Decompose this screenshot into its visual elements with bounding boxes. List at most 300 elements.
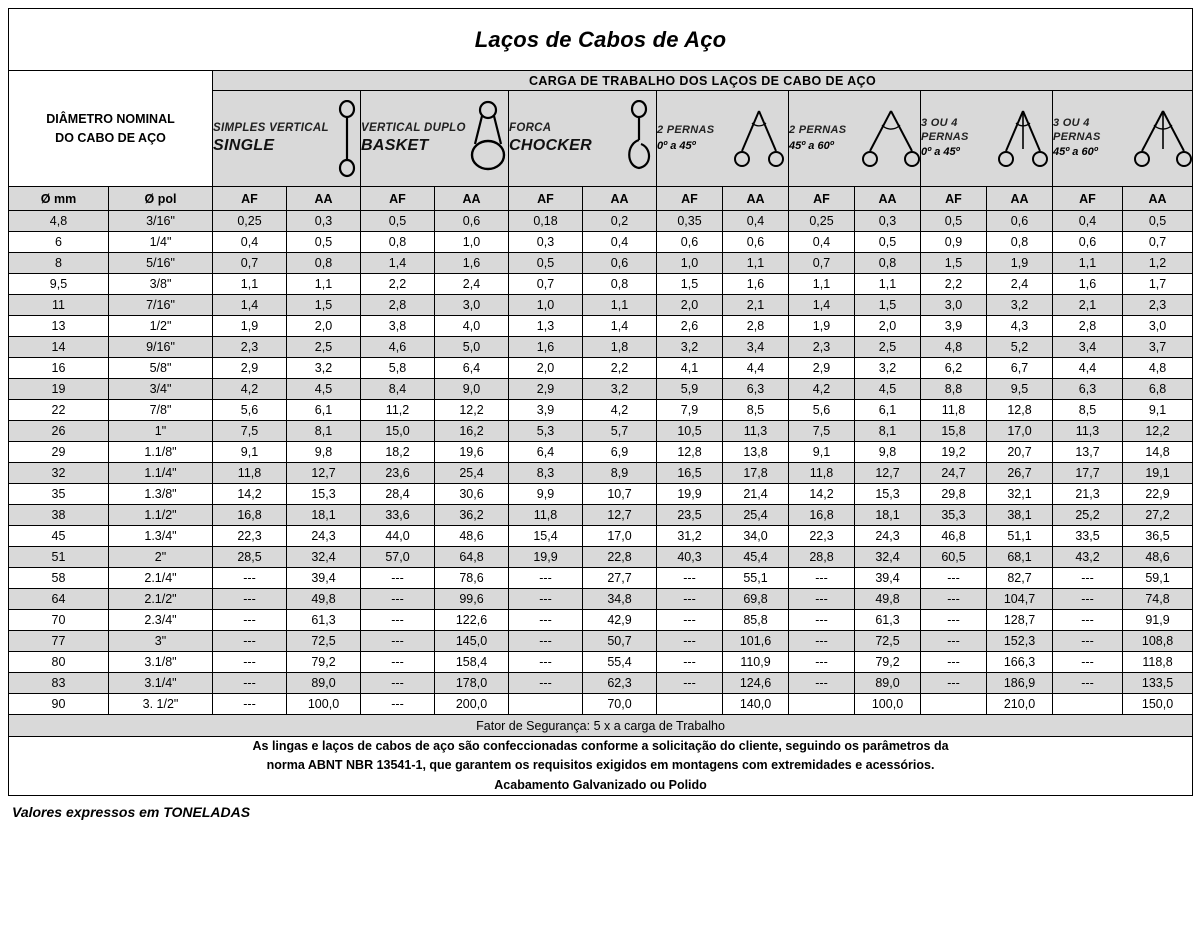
config-1-line2: BASKET — [361, 136, 429, 154]
af-header-3: AF — [657, 187, 723, 211]
cell-load-af: 9,1 — [789, 442, 855, 463]
cell-load-af: 6,3 — [1053, 379, 1123, 400]
cell-diameter-mm: 64 — [9, 589, 109, 610]
cell-load-af: 0,5 — [921, 211, 987, 232]
cell-load-aa: 4,0 — [435, 316, 509, 337]
cell-load-af: --- — [213, 610, 287, 631]
cell-load-af: --- — [921, 568, 987, 589]
table-row — [9, 652, 1193, 673]
cell-load-aa: 22,8 — [583, 547, 657, 568]
cell-load-af: --- — [657, 631, 723, 652]
cell-load-aa: 85,8 — [723, 610, 789, 631]
cell-load-aa: 45,4 — [723, 547, 789, 568]
cell-diameter-mm: 45 — [9, 526, 109, 547]
cell-load-af: --- — [657, 589, 723, 610]
cell-diameter-mm: 26 — [9, 421, 109, 442]
cell-load-af: 14,2 — [213, 484, 287, 505]
cell-load-af: 17,7 — [1053, 463, 1123, 484]
cell-load-aa: 0,7 — [1123, 232, 1193, 253]
table-row — [9, 694, 1193, 715]
cell-load-af: --- — [657, 610, 723, 631]
cell-load-af: --- — [657, 568, 723, 589]
cell-load-aa: 59,1 — [1123, 568, 1193, 589]
cell-load-af: --- — [361, 694, 435, 715]
cell-load-af: --- — [213, 568, 287, 589]
cell-load-aa: 2,5 — [855, 337, 921, 358]
cell-load-af — [921, 694, 987, 715]
af-header-4: AF — [789, 187, 855, 211]
table-row — [9, 610, 1193, 631]
cell-load-aa: 108,8 — [1123, 631, 1193, 652]
cell-load-aa: 74,8 — [1123, 589, 1193, 610]
cell-load-aa: 39,4 — [855, 568, 921, 589]
cell-load-af: 4,2 — [213, 379, 287, 400]
config-2-line1: FORCA — [509, 122, 552, 135]
cell-load-af: 7,5 — [789, 421, 855, 442]
cell-load-af: 19,2 — [921, 442, 987, 463]
cell-load-aa: 0,8 — [583, 274, 657, 295]
cell-load-aa: 9,0 — [435, 379, 509, 400]
cell-load-aa: 0,8 — [287, 253, 361, 274]
cell-load-aa: 124,6 — [723, 673, 789, 694]
cell-load-aa: 2,8 — [723, 316, 789, 337]
cell-load-aa: 158,4 — [435, 652, 509, 673]
cell-load-aa: 89,0 — [855, 673, 921, 694]
cell-load-aa: 36,2 — [435, 505, 509, 526]
cell-load-aa: 8,5 — [723, 400, 789, 421]
cell-load-aa: 5,0 — [435, 337, 509, 358]
cell-load-aa: 3,4 — [723, 337, 789, 358]
cell-load-aa: 6,1 — [855, 400, 921, 421]
cell-load-aa: 34,0 — [723, 526, 789, 547]
cell-load-af: 0,7 — [213, 253, 287, 274]
cell-diameter-mm: 22 — [9, 400, 109, 421]
cell-load-aa: 48,6 — [435, 526, 509, 547]
table-row — [9, 463, 1193, 484]
config-6-line2: PERNAS — [1053, 130, 1101, 143]
four-leg-60-icon — [1134, 103, 1192, 175]
cell-diameter-pol: 1.1/8" — [109, 442, 213, 463]
cell-load-af: 1,0 — [657, 253, 723, 274]
cell-load-aa: 78,6 — [435, 568, 509, 589]
cell-load-aa: 17,0 — [583, 526, 657, 547]
cell-load-aa: 24,3 — [287, 526, 361, 547]
cell-load-aa: 0,3 — [287, 211, 361, 232]
cell-diameter-pol: 1.1/4" — [109, 463, 213, 484]
cell-load-af: 13,7 — [1053, 442, 1123, 463]
cell-load-aa: 6,9 — [583, 442, 657, 463]
cell-load-af: 9,1 — [213, 442, 287, 463]
cell-load-aa: 42,9 — [583, 610, 657, 631]
cell-diameter-pol: 3.1/4" — [109, 673, 213, 694]
cell-load-aa: 3,2 — [287, 358, 361, 379]
two-leg-60-icon — [862, 103, 920, 175]
cell-load-af: 0,5 — [361, 211, 435, 232]
cell-load-af: 0,5 — [509, 253, 583, 274]
cell-diameter-pol: 7/8" — [109, 400, 213, 421]
cell-load-af: 8,4 — [361, 379, 435, 400]
cell-load-af: 23,6 — [361, 463, 435, 484]
cell-load-aa: 16,2 — [435, 421, 509, 442]
cell-load-af: 2,9 — [509, 379, 583, 400]
cell-load-af: --- — [921, 673, 987, 694]
cell-load-aa: 150,0 — [1123, 694, 1193, 715]
cell-load-af: 3,9 — [921, 316, 987, 337]
table-body — [9, 211, 1193, 715]
cell-load-af: --- — [1053, 589, 1123, 610]
cell-load-aa: 210,0 — [987, 694, 1053, 715]
cell-load-af: --- — [789, 610, 855, 631]
cell-load-aa: 18,1 — [287, 505, 361, 526]
cell-diameter-pol: 3.1/8" — [109, 652, 213, 673]
cell-load-aa: 128,7 — [987, 610, 1053, 631]
cell-load-af: 5,6 — [213, 400, 287, 421]
cell-load-af: --- — [789, 673, 855, 694]
cell-load-af: 28,4 — [361, 484, 435, 505]
cell-load-aa: 12,8 — [987, 400, 1053, 421]
cell-load-af: 35,3 — [921, 505, 987, 526]
cell-load-af: --- — [213, 631, 287, 652]
cell-load-af: 2,6 — [657, 316, 723, 337]
cell-load-aa: 5,2 — [987, 337, 1053, 358]
cell-diameter-mm: 29 — [9, 442, 109, 463]
aa-header-3: AA — [723, 187, 789, 211]
cell-diameter-pol: 1.3/8" — [109, 484, 213, 505]
cell-load-af: --- — [213, 652, 287, 673]
cell-load-aa: 178,0 — [435, 673, 509, 694]
config-5-angle: 0º a 45º — [921, 146, 960, 159]
cell-load-af: 11,3 — [1053, 421, 1123, 442]
cell-diameter-mm: 9,5 — [9, 274, 109, 295]
cell-load-af: --- — [213, 589, 287, 610]
standards-note-line1: As lingas e laços de cabos de aço são confeccionadas conforme a solicitação do cliente, seguindo os parâmetros da — [252, 739, 949, 753]
cell-load-aa: 70,0 — [583, 694, 657, 715]
cell-diameter-mm: 32 — [9, 463, 109, 484]
cell-load-af: 3,4 — [1053, 337, 1123, 358]
table-row — [9, 484, 1193, 505]
cell-load-aa: 50,7 — [583, 631, 657, 652]
cell-load-aa: 72,5 — [287, 631, 361, 652]
cell-load-aa: 0,5 — [855, 232, 921, 253]
config-5-line2: PERNAS — [921, 130, 969, 143]
cell-diameter-mm: 80 — [9, 652, 109, 673]
cell-load-aa: 0,4 — [723, 211, 789, 232]
cell-load-aa: 12,7 — [855, 463, 921, 484]
cell-load-af: 28,5 — [213, 547, 287, 568]
cell-load-aa: 6,3 — [723, 379, 789, 400]
table-row — [9, 232, 1193, 253]
cell-load-aa: 0,8 — [987, 232, 1053, 253]
cell-load-af: 31,2 — [657, 526, 723, 547]
page-title — [9, 9, 1193, 71]
cell-load-af: 11,8 — [921, 400, 987, 421]
cell-load-aa: 1,2 — [1123, 253, 1193, 274]
cell-load-af: 25,2 — [1053, 505, 1123, 526]
config-single-vertical — [213, 91, 361, 187]
cell-load-af — [657, 694, 723, 715]
cell-load-aa: 14,8 — [1123, 442, 1193, 463]
unit-pol-header: Ø pol — [109, 187, 213, 211]
cell-load-aa: 2,0 — [855, 316, 921, 337]
cell-load-af: 2,1 — [1053, 295, 1123, 316]
cell-load-aa: 4,4 — [723, 358, 789, 379]
cell-load-af: 2,8 — [1053, 316, 1123, 337]
cell-load-aa: 49,8 — [287, 589, 361, 610]
cell-load-aa: 51,1 — [987, 526, 1053, 547]
cell-load-af: 6,2 — [921, 358, 987, 379]
cell-load-aa: 200,0 — [435, 694, 509, 715]
cell-load-af: 2,0 — [509, 358, 583, 379]
cell-load-aa: 19,1 — [1123, 463, 1193, 484]
cell-load-af: 1,9 — [213, 316, 287, 337]
cell-load-af: 2,8 — [361, 295, 435, 316]
cell-load-aa: 9,5 — [987, 379, 1053, 400]
table-row — [9, 400, 1193, 421]
cell-load-af: --- — [789, 652, 855, 673]
table-row — [9, 526, 1193, 547]
cell-load-aa: 10,7 — [583, 484, 657, 505]
cell-load-aa: 15,3 — [855, 484, 921, 505]
cell-load-af: 0,8 — [361, 232, 435, 253]
cell-load-aa: 82,7 — [987, 568, 1053, 589]
cell-load-af: 0,25 — [789, 211, 855, 232]
cell-load-af — [789, 694, 855, 715]
cell-load-aa: 2,2 — [583, 358, 657, 379]
cell-load-af: --- — [789, 631, 855, 652]
cell-load-af: --- — [1053, 631, 1123, 652]
cell-load-af: 2,2 — [921, 274, 987, 295]
cell-load-af: --- — [509, 589, 583, 610]
cell-load-af: 33,6 — [361, 505, 435, 526]
cell-load-af: 0,18 — [509, 211, 583, 232]
cell-load-af: 18,2 — [361, 442, 435, 463]
standards-note-standard: ABNT NBR 13541-1 — [307, 758, 423, 773]
cell-diameter-pol: 3/8" — [109, 274, 213, 295]
cell-load-aa: 0,6 — [583, 253, 657, 274]
cell-diameter-mm: 38 — [9, 505, 109, 526]
cell-load-aa: 1,5 — [855, 295, 921, 316]
cell-load-af: 57,0 — [361, 547, 435, 568]
cell-diameter-mm: 90 — [9, 694, 109, 715]
cell-load-af: 33,5 — [1053, 526, 1123, 547]
cell-load-af: 1,5 — [921, 253, 987, 274]
cell-diameter-pol: 7/16" — [109, 295, 213, 316]
cell-diameter-mm: 58 — [9, 568, 109, 589]
cell-diameter-pol: 1.1/2" — [109, 505, 213, 526]
cell-load-af: --- — [213, 673, 287, 694]
config-4-angle: 45º a 60º — [789, 139, 834, 152]
cell-load-aa: 4,5 — [855, 379, 921, 400]
af-header-2: AF — [509, 187, 583, 211]
cell-load-aa: 48,6 — [1123, 547, 1193, 568]
cell-load-aa: 133,5 — [1123, 673, 1193, 694]
cell-load-af: --- — [361, 589, 435, 610]
cell-load-af: 3,9 — [509, 400, 583, 421]
cell-load-af: --- — [657, 673, 723, 694]
cell-load-aa: 79,2 — [287, 652, 361, 673]
cell-load-af: 60,5 — [921, 547, 987, 568]
cell-load-aa: 8,9 — [583, 463, 657, 484]
cell-load-aa: 18,1 — [855, 505, 921, 526]
cell-load-aa: 69,8 — [723, 589, 789, 610]
cell-load-aa: 12,7 — [287, 463, 361, 484]
config-3-4-pernas-60 — [1053, 91, 1193, 187]
cell-load-af: 9,9 — [509, 484, 583, 505]
table-row — [9, 631, 1193, 652]
cell-diameter-pol: 2.1/2" — [109, 589, 213, 610]
cell-load-aa: 21,4 — [723, 484, 789, 505]
cell-load-af: 2,3 — [213, 337, 287, 358]
cell-load-aa: 9,8 — [287, 442, 361, 463]
cell-load-aa: 25,4 — [435, 463, 509, 484]
cell-load-aa: 0,6 — [987, 211, 1053, 232]
cell-load-af: 2,2 — [361, 274, 435, 295]
cell-load-aa: 34,8 — [583, 589, 657, 610]
cell-load-af: --- — [361, 631, 435, 652]
cell-load-af: 7,5 — [213, 421, 287, 442]
page-title-text: Laços de Cabos de Aço — [474, 26, 727, 52]
cell-load-aa: 1,4 — [583, 316, 657, 337]
diameter-header-line1: DIÂMETRO NOMINAL — [46, 111, 175, 126]
units-note: Valores expressos em TONELADAS — [12, 804, 251, 821]
cell-load-aa: 1,7 — [1123, 274, 1193, 295]
config-6-line1: 3 OU 4 — [1053, 116, 1090, 129]
cell-load-af: 8,8 — [921, 379, 987, 400]
config-0-line2: SINGLE — [213, 136, 275, 154]
cell-load-aa: 79,2 — [855, 652, 921, 673]
cell-diameter-mm: 16 — [9, 358, 109, 379]
cell-load-aa: 61,3 — [855, 610, 921, 631]
cell-load-af: 0,4 — [213, 232, 287, 253]
cell-load-af: 15,0 — [361, 421, 435, 442]
cell-load-af: --- — [361, 610, 435, 631]
cell-load-af: 8,5 — [1053, 400, 1123, 421]
table-row — [9, 295, 1193, 316]
cell-load-aa: 38,1 — [987, 505, 1053, 526]
cell-load-aa: 4,8 — [1123, 358, 1193, 379]
config-5-line1: 3 OU 4 — [921, 116, 958, 129]
cell-load-aa: 36,5 — [1123, 526, 1193, 547]
cell-load-af: 19,9 — [509, 547, 583, 568]
cell-load-af: --- — [509, 631, 583, 652]
cell-load-af: 4,8 — [921, 337, 987, 358]
table-row — [9, 589, 1193, 610]
af-header-0: AF — [213, 187, 287, 211]
aa-header-0: AA — [287, 187, 361, 211]
cell-load-af: 16,8 — [789, 505, 855, 526]
wire-rope-sling-table — [8, 8, 1193, 796]
cell-load-aa: 1,9 — [987, 253, 1053, 274]
config-3-angle: 0º a 45º — [657, 139, 696, 152]
cell-load-aa: 6,8 — [1123, 379, 1193, 400]
chocker-icon — [622, 100, 656, 178]
cell-load-af: 23,5 — [657, 505, 723, 526]
cell-load-aa: 8,1 — [855, 421, 921, 442]
standards-note-line3: Acabamento Galvanizado ou Polido — [494, 777, 707, 792]
config-4-line1: 2 PERNAS — [789, 123, 847, 136]
cell-load-aa: 3,2 — [583, 379, 657, 400]
cell-load-af: 1,1 — [213, 274, 287, 295]
basket-icon — [466, 100, 510, 178]
cell-load-aa: 0,8 — [855, 253, 921, 274]
cell-load-af: 22,3 — [789, 526, 855, 547]
cell-load-aa: 6,4 — [435, 358, 509, 379]
cell-load-af: 22,3 — [213, 526, 287, 547]
cell-load-aa: 0,2 — [583, 211, 657, 232]
cell-load-af: --- — [921, 652, 987, 673]
aa-header-4: AA — [855, 187, 921, 211]
cell-load-af: 44,0 — [361, 526, 435, 547]
cell-load-aa: 49,8 — [855, 589, 921, 610]
cell-load-aa: 12,7 — [583, 505, 657, 526]
cell-load-aa: 12,2 — [1123, 421, 1193, 442]
cell-load-af: 0,9 — [921, 232, 987, 253]
cell-load-aa: 100,0 — [287, 694, 361, 715]
cell-load-aa: 3,0 — [435, 295, 509, 316]
cell-load-aa: 0,6 — [723, 232, 789, 253]
cell-load-af: --- — [509, 652, 583, 673]
cell-load-aa: 6,7 — [987, 358, 1053, 379]
cell-load-aa: 0,5 — [1123, 211, 1193, 232]
config-6-angle: 45º a 60º — [1053, 146, 1098, 159]
unit-mm-header: Ø mm — [9, 187, 109, 211]
cell-load-af: --- — [361, 568, 435, 589]
cell-diameter-mm: 8 — [9, 253, 109, 274]
cell-load-aa: 1,1 — [583, 295, 657, 316]
cell-diameter-pol: 2.1/4" — [109, 568, 213, 589]
cell-load-aa: 122,6 — [435, 610, 509, 631]
cell-load-af — [1053, 694, 1123, 715]
cell-load-af: 6,4 — [509, 442, 583, 463]
cell-load-aa: 2,4 — [435, 274, 509, 295]
cell-load-aa: 3,2 — [987, 295, 1053, 316]
af-header-1: AF — [361, 187, 435, 211]
cell-load-aa: 11,3 — [723, 421, 789, 442]
cell-load-af: 1,4 — [213, 295, 287, 316]
cell-load-af: 1,4 — [789, 295, 855, 316]
cell-load-aa: 104,7 — [987, 589, 1053, 610]
cell-load-aa: 8,1 — [287, 421, 361, 442]
cell-load-aa: 17,8 — [723, 463, 789, 484]
cell-load-aa: 19,6 — [435, 442, 509, 463]
cell-load-aa: 152,3 — [987, 631, 1053, 652]
cell-diameter-pol: 9/16" — [109, 337, 213, 358]
cell-load-aa: 32,4 — [855, 547, 921, 568]
cell-load-aa: 101,6 — [723, 631, 789, 652]
cell-load-af: --- — [1053, 652, 1123, 673]
table-row — [9, 211, 1193, 232]
cell-load-af: 0,25 — [213, 211, 287, 232]
cell-load-aa: 0,3 — [855, 211, 921, 232]
table-row — [9, 274, 1193, 295]
cell-diameter-pol: 1/2" — [109, 316, 213, 337]
cell-load-aa: 1,0 — [435, 232, 509, 253]
cell-load-aa: 2,3 — [1123, 295, 1193, 316]
config-vertical-duplo — [361, 91, 509, 187]
cell-load-aa: 1,1 — [855, 274, 921, 295]
cell-load-aa: 9,1 — [1123, 400, 1193, 421]
cell-load-af: 0,6 — [1053, 232, 1123, 253]
cell-load-aa: 72,5 — [855, 631, 921, 652]
cell-load-aa: 166,3 — [987, 652, 1053, 673]
two-leg-45-icon — [730, 103, 788, 175]
cell-load-aa: 110,9 — [723, 652, 789, 673]
cell-load-aa: 55,4 — [583, 652, 657, 673]
cell-load-aa: 118,8 — [1123, 652, 1193, 673]
cell-load-af: --- — [921, 610, 987, 631]
cell-diameter-mm: 14 — [9, 337, 109, 358]
cell-load-af: 11,8 — [213, 463, 287, 484]
